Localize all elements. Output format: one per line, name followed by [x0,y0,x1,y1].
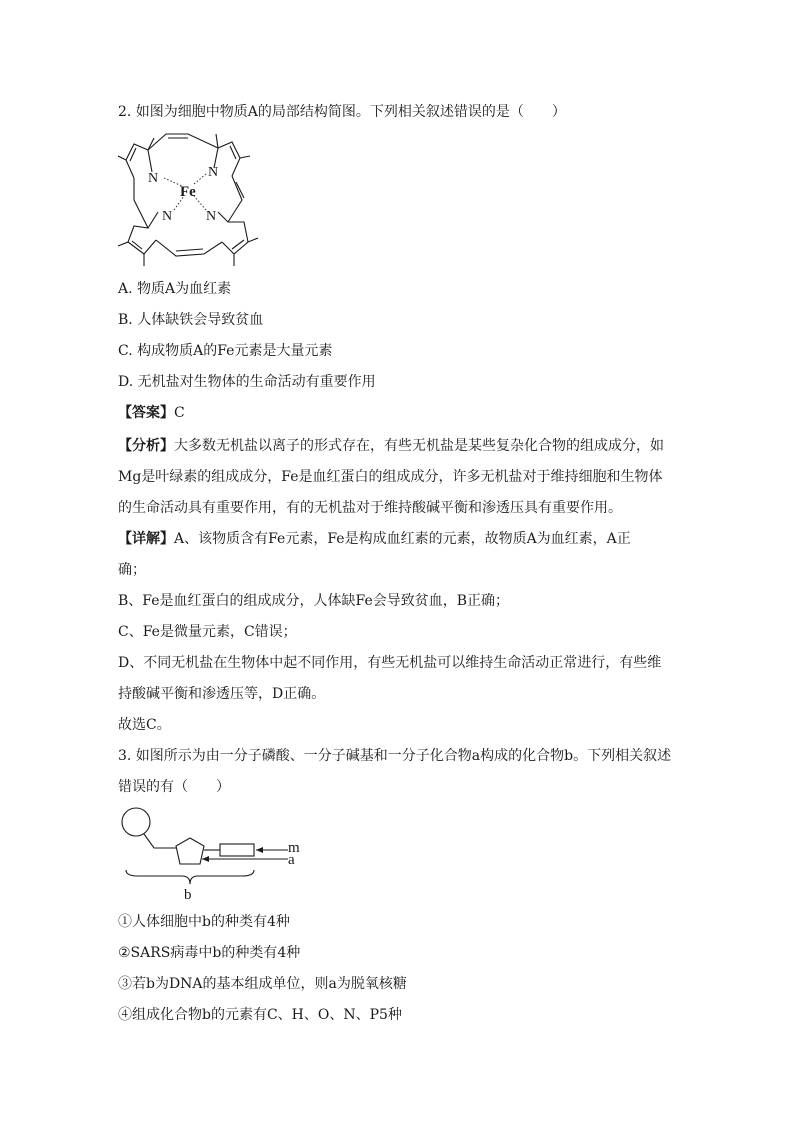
q2-detail-line-3: B、Fe是血红蛋白的组成成分，人体缺Fe会导致贫血，B正确； [118,593,510,609]
q2-detail-line-7: 故选C。 [118,717,171,733]
q2-detail-line-6: 持酸碱平衡和渗透压等，D正确。 [118,686,326,702]
q3-statement-2: ②SARS病毒中b的种类有4种 [118,945,301,961]
q2-stem: 2. 如图为细胞中物质A的局部结构简图。下列相关叙述错误的是（ ） [118,104,566,120]
q3-statement-3: ③若b为DNA的基本组成单位，则a为脱氧核糖 [118,976,407,992]
detail-label: 【详解】 [118,531,174,547]
nucleotide-figure [118,806,308,906]
q3-stem-line-1: 3. 如图所示为由一分子磷酸、一分子碱基和一分子化合物a构成的化合物b。下列相关叙述 [118,748,672,764]
q3-stem-line-2: 错误的有（ ） [118,779,230,795]
q3-statement-4: ④组成化合物b的元素有C、H、O、N、P5种 [118,1007,402,1023]
q2-analysis-line-1: 【分析】大多数无机盐以离子的形式存在，有些无机盐是某些复杂化合物的组成成分，如 [118,438,664,454]
q2-analysis-line-3: 的生命活动具有重要作用，有的无机盐对于维持酸碱平衡和渗透压具有重要作用。 [118,500,622,516]
label-b: b [184,887,192,903]
q2-detail-line-5: D、不同无机盐在生物体中起不同作用，有些无机盐可以维持生命活动正常进行，有些维 [118,655,662,671]
brace-b [126,870,254,884]
q3-statement-1: ①人体细胞中b的种类有4种 [118,914,290,930]
q2-analysis-line-2: Mg是叶绿素的组成成分，Fe是血红蛋白的组成成分，许多无机盐对于维持细胞和生物体 [118,469,663,485]
answer-value: C [174,405,185,421]
nitrogen-label-2: N [208,165,219,180]
q2-option-c: C. 构成物质A的Fe元素是大量元素 [118,343,333,359]
q2-detail-line-4: C、Fe是微量元素，C错误； [118,624,297,640]
q2-detail-line-2: 确； [118,562,146,578]
nitrogen-label-1: N [148,171,159,186]
pentose-pentagon [176,838,204,864]
phosphate-circle [122,808,150,836]
answer-label: 【答案】 [118,405,174,421]
heme-structure-figure [118,130,258,270]
base-rectangle [220,844,254,856]
q2-answer [118,403,185,423]
q2-option-b: B. 人体缺铁会导致贫血 [118,312,264,328]
analysis-label: 【分析】 [118,438,174,454]
label-m: m [288,840,300,856]
q2-detail-line-1: 【详解】A、该物质含有Fe元素，Fe是构成血红素的元素，故物质A为血红素，A正 [118,531,631,547]
nitrogen-label-4: N [206,209,217,224]
nitrogen-label-3: N [162,209,173,224]
q2-option-d: D. 无机盐对生物体的生命活动有重要作用 [118,374,376,390]
q2-option-a: A. 物质A为血红素 [118,281,232,297]
label-a: a [288,852,295,868]
phosphate-bond [144,834,176,848]
iron-label: Fe [180,184,196,200]
